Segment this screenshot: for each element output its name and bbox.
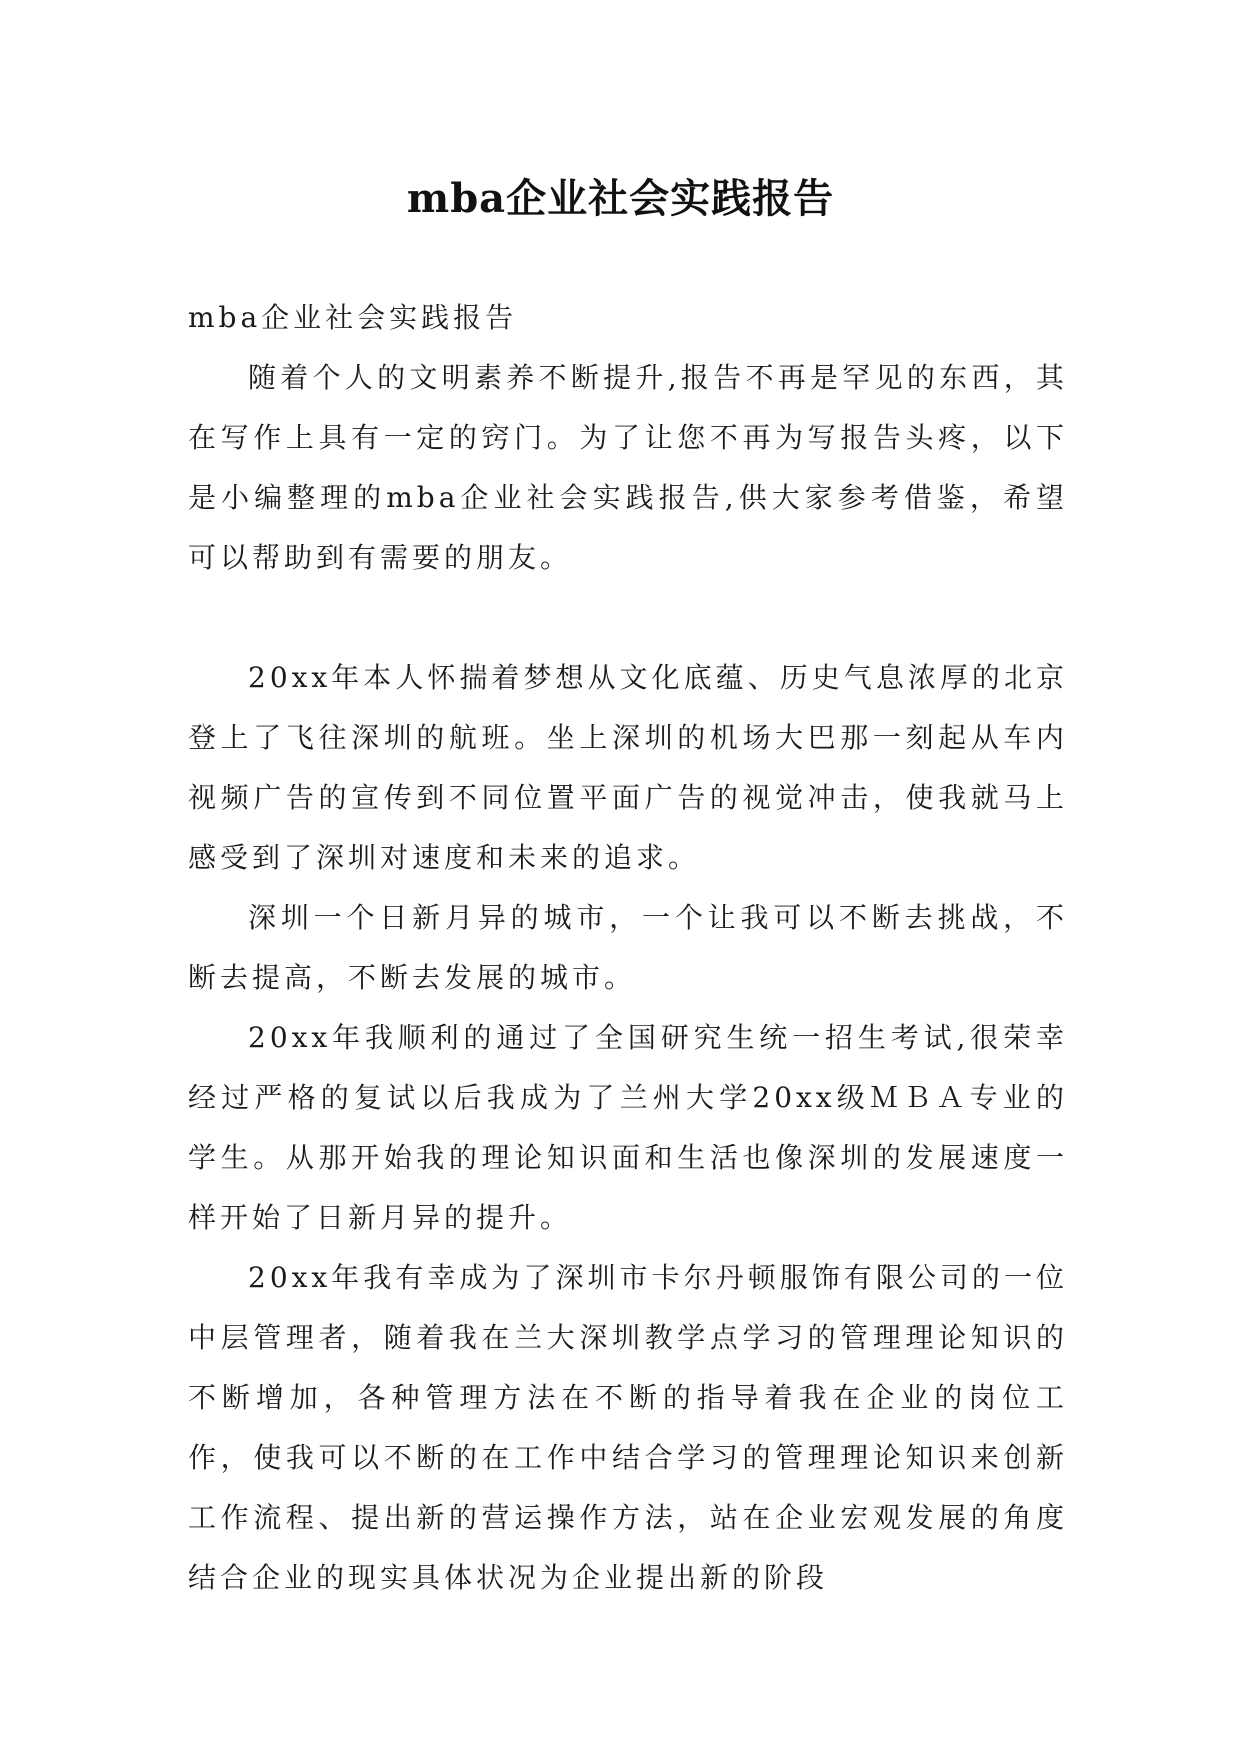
intro-paragraph: 随着个人的文明素养不断提升,报告不再是罕见的东西，其在写作上具有一定的窍门。为了让您不再为写报告头疼，以下是小编整理的mba企业社会实践报告,供大家参考借鉴，希望可以帮助到有需要的朋友。 <box>188 361 1068 574</box>
body-paragraph: 20xx年我有幸成为了深圳市卡尔丹顿服饰有限公司的一位中层管理者，随着我在兰大深圳教学点学习的管理理论知识的不断增加，各种管理方法在不断的指导着我在企业的岗位工作，使我可以不断的在工作中结合学习的管理理论知识来创新工作流程、提出新的营运操作方法，站在企业宏观发展的角度结合企业的现实具体状况为企业提出新的阶段 <box>188 1261 1068 1594</box>
body-paragraph: 深圳一个日新月异的城市，一个让我可以不断去挑战，不断去提高，不断去发展的城市。 <box>188 901 1068 994</box>
document-title: mba企业社会实践报告 <box>406 174 835 222</box>
body-paragraph: 20xx年本人怀揣着梦想从文化底蕴、历史气息浓厚的北京登上了飞往深圳的航班。坐上深圳的机场大巴那一刻起从车内视频广告的宣传到不同位置平面广告的视觉冲击，使我就马上感受到了深圳对速度和未来的追求。 <box>188 661 1068 874</box>
document-subtitle: mba企业社会实践报告 <box>188 301 518 334</box>
document-body <box>188 288 1068 1608</box>
body-paragraph: 20xx年我顺利的通过了全国研究生统一招生考试,很荣幸经过严格的复试以后我成为了兰州大学20xx级ＭＢＡ专业的学生。从那开始我的理论知识面和生活也像深圳的发展速度一样开始了日新月异的提升。 <box>188 1021 1068 1234</box>
paragraph-spacer <box>188 588 1068 648</box>
